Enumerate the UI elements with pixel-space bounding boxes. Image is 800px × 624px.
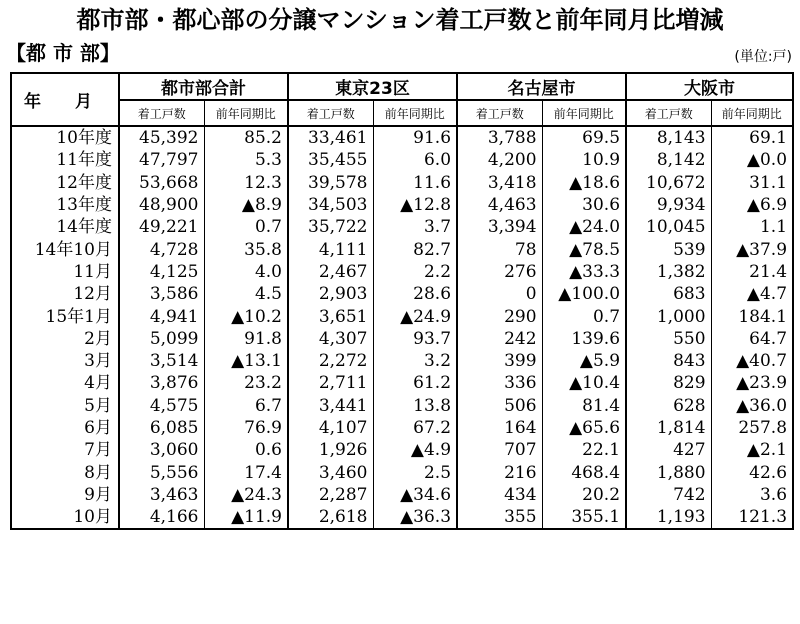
total-starts-cell: 48,900 (119, 194, 204, 216)
table-row (11, 238, 793, 260)
nagoya-starts-cell: 4,463 (457, 194, 542, 216)
total-starts-cell: 4,728 (119, 238, 204, 260)
nagoya-starts-cell: 506 (457, 395, 542, 417)
tokyo-yoy-cell: 67.2 (373, 417, 457, 439)
table-row (11, 506, 793, 529)
tokyo-yoy-cell: 13.8 (373, 395, 457, 417)
table-row (11, 305, 793, 327)
osaka-yoy-cell: ▲6.9 (711, 194, 793, 216)
nagoya-yoy-cell: 30.6 (542, 194, 626, 216)
osaka-starts-cell: 10,045 (626, 216, 711, 238)
row-label: 2月 (11, 328, 119, 350)
tokyo-yoy-cell: 11.6 (373, 172, 457, 194)
tokyo-starts-cell: 39,578 (288, 172, 373, 194)
nagoya-yoy-cell: 0.7 (542, 305, 626, 327)
row-label: 10月 (11, 506, 119, 529)
tokyo-yoy-cell: 61.2 (373, 372, 457, 394)
nagoya-yoy-cell: 69.5 (542, 126, 626, 149)
osaka-yoy-cell: 121.3 (711, 506, 793, 529)
section-label: 【都 市 部】 (6, 41, 120, 65)
sub-header-yoy: 前年同期比 (204, 100, 288, 126)
nagoya-yoy-cell: ▲10.4 (542, 372, 626, 394)
osaka-starts-cell: 9,934 (626, 194, 711, 216)
total-yoy-cell: 4.0 (204, 261, 288, 283)
total-starts-cell: 3,876 (119, 372, 204, 394)
total-starts-cell: 49,221 (119, 216, 204, 238)
tokyo-starts-cell: 35,722 (288, 216, 373, 238)
table-row (11, 372, 793, 394)
total-yoy-cell: 91.8 (204, 328, 288, 350)
osaka-starts-cell: 1,193 (626, 506, 711, 529)
nagoya-starts-cell: 3,394 (457, 216, 542, 238)
tokyo-yoy-cell: 82.7 (373, 238, 457, 260)
nagoya-yoy-cell: 468.4 (542, 461, 626, 483)
table-row (11, 126, 793, 149)
table-row (11, 417, 793, 439)
table-row (11, 194, 793, 216)
table-body (11, 126, 793, 529)
nagoya-yoy-cell: 355.1 (542, 506, 626, 529)
total-yoy-cell: 35.8 (204, 238, 288, 260)
row-label: 12月 (11, 283, 119, 305)
sub-header-yoy: 前年同期比 (373, 100, 457, 126)
row-label: 15年1月 (11, 305, 119, 327)
group-header-tokyo: 東京23区 (288, 73, 457, 100)
sub-header-yoy: 前年同期比 (711, 100, 793, 126)
total-yoy-cell: ▲24.3 (204, 484, 288, 506)
row-label: 4月 (11, 372, 119, 394)
osaka-yoy-cell: ▲23.9 (711, 372, 793, 394)
nagoya-yoy-cell: ▲18.6 (542, 172, 626, 194)
table-row (11, 484, 793, 506)
total-yoy-cell: ▲13.1 (204, 350, 288, 372)
osaka-starts-cell: 1,382 (626, 261, 711, 283)
nagoya-yoy-cell: 81.4 (542, 395, 626, 417)
total-yoy-cell: 17.4 (204, 461, 288, 483)
osaka-yoy-cell: ▲37.9 (711, 238, 793, 260)
row-label: 9月 (11, 484, 119, 506)
tokyo-starts-cell: 35,455 (288, 149, 373, 171)
tokyo-starts-cell: 2,287 (288, 484, 373, 506)
osaka-starts-cell: 1,880 (626, 461, 711, 483)
tokyo-yoy-cell: 3.2 (373, 350, 457, 372)
row-label: 14年度 (11, 216, 119, 238)
row-label: 3月 (11, 350, 119, 372)
osaka-yoy-cell: ▲36.0 (711, 395, 793, 417)
tokyo-yoy-cell: ▲36.3 (373, 506, 457, 529)
osaka-yoy-cell: 31.1 (711, 172, 793, 194)
tokyo-starts-cell: 2,618 (288, 506, 373, 529)
nagoya-starts-cell: 164 (457, 417, 542, 439)
sub-header-yoy: 前年同期比 (542, 100, 626, 126)
nagoya-yoy-cell: ▲24.0 (542, 216, 626, 238)
tokyo-yoy-cell: 3.7 (373, 216, 457, 238)
osaka-starts-cell: 683 (626, 283, 711, 305)
tokyo-yoy-cell: 2.5 (373, 461, 457, 483)
total-starts-cell: 53,668 (119, 172, 204, 194)
total-starts-cell: 3,586 (119, 283, 204, 305)
total-yoy-cell: ▲10.2 (204, 305, 288, 327)
tokyo-starts-cell: 33,461 (288, 126, 373, 149)
nagoya-yoy-cell: 139.6 (542, 328, 626, 350)
total-starts-cell: 6,085 (119, 417, 204, 439)
tokyo-starts-cell: 4,307 (288, 328, 373, 350)
tokyo-yoy-cell: 6.0 (373, 149, 457, 171)
tokyo-yoy-cell: ▲24.9 (373, 305, 457, 327)
nagoya-yoy-cell: 22.1 (542, 439, 626, 461)
total-starts-cell: 5,556 (119, 461, 204, 483)
tokyo-yoy-cell: 91.6 (373, 126, 457, 149)
table-row (11, 149, 793, 171)
tokyo-starts-cell: 2,272 (288, 350, 373, 372)
total-yoy-cell: 6.7 (204, 395, 288, 417)
tokyo-yoy-cell: ▲4.9 (373, 439, 457, 461)
total-starts-cell: 3,463 (119, 484, 204, 506)
table-row (11, 261, 793, 283)
nagoya-yoy-cell: ▲5.9 (542, 350, 626, 372)
osaka-starts-cell: 550 (626, 328, 711, 350)
osaka-yoy-cell: 184.1 (711, 305, 793, 327)
nagoya-starts-cell: 399 (457, 350, 542, 372)
sub-header-starts: 着工戸数 (119, 100, 204, 126)
total-yoy-cell: 5.3 (204, 149, 288, 171)
total-starts-cell: 4,125 (119, 261, 204, 283)
row-label: 8月 (11, 461, 119, 483)
row-label: 5月 (11, 395, 119, 417)
tokyo-starts-cell: 34,503 (288, 194, 373, 216)
tokyo-starts-cell: 3,651 (288, 305, 373, 327)
tokyo-yoy-cell: 93.7 (373, 328, 457, 350)
tokyo-starts-cell: 3,441 (288, 395, 373, 417)
total-yoy-cell: 76.9 (204, 417, 288, 439)
osaka-yoy-cell: ▲2.1 (711, 439, 793, 461)
row-label: 7月 (11, 439, 119, 461)
nagoya-starts-cell: 0 (457, 283, 542, 305)
total-yoy-cell: ▲11.9 (204, 506, 288, 529)
row-label: 14年10月 (11, 238, 119, 260)
row-header: 年 月 (11, 73, 119, 126)
total-starts-cell: 3,060 (119, 439, 204, 461)
table-row (11, 439, 793, 461)
tokyo-starts-cell: 3,460 (288, 461, 373, 483)
total-yoy-cell: 23.2 (204, 372, 288, 394)
group-header-total: 都市部合計 (119, 73, 288, 100)
osaka-starts-cell: 8,142 (626, 149, 711, 171)
osaka-starts-cell: 628 (626, 395, 711, 417)
housing-starts-table (10, 72, 794, 530)
table-row (11, 395, 793, 417)
total-starts-cell: 4,166 (119, 506, 204, 529)
nagoya-starts-cell: 242 (457, 328, 542, 350)
nagoya-yoy-cell: ▲100.0 (542, 283, 626, 305)
osaka-yoy-cell: 21.4 (711, 261, 793, 283)
osaka-starts-cell: 10,672 (626, 172, 711, 194)
unit-label: (単位:戸) (734, 49, 792, 65)
table-row (11, 216, 793, 238)
nagoya-starts-cell: 276 (457, 261, 542, 283)
tokyo-starts-cell: 2,903 (288, 283, 373, 305)
total-yoy-cell: 85.2 (204, 126, 288, 149)
nagoya-starts-cell: 355 (457, 506, 542, 529)
row-label: 13年度 (11, 194, 119, 216)
total-yoy-cell: 0.6 (204, 439, 288, 461)
table-row (11, 461, 793, 483)
nagoya-yoy-cell: ▲65.6 (542, 417, 626, 439)
group-header-nagoya: 名古屋市 (457, 73, 626, 100)
osaka-yoy-cell: 42.6 (711, 461, 793, 483)
nagoya-starts-cell: 216 (457, 461, 542, 483)
total-yoy-cell: 12.3 (204, 172, 288, 194)
table-row (11, 283, 793, 305)
nagoya-starts-cell: 78 (457, 238, 542, 260)
row-label: 11年度 (11, 149, 119, 171)
osaka-yoy-cell: 69.1 (711, 126, 793, 149)
nagoya-starts-cell: 3,788 (457, 126, 542, 149)
total-yoy-cell: 4.5 (204, 283, 288, 305)
total-yoy-cell: ▲8.9 (204, 194, 288, 216)
table-row (11, 328, 793, 350)
group-header-osaka: 大阪市 (626, 73, 793, 100)
osaka-starts-cell: 8,143 (626, 126, 711, 149)
tokyo-starts-cell: 2,711 (288, 372, 373, 394)
osaka-yoy-cell: 64.7 (711, 328, 793, 350)
tokyo-yoy-cell: ▲12.8 (373, 194, 457, 216)
osaka-starts-cell: 843 (626, 350, 711, 372)
sub-header-starts: 着工戸数 (626, 100, 711, 126)
tokyo-yoy-cell: ▲34.6 (373, 484, 457, 506)
tokyo-yoy-cell: 28.6 (373, 283, 457, 305)
nagoya-starts-cell: 707 (457, 439, 542, 461)
osaka-starts-cell: 427 (626, 439, 711, 461)
osaka-starts-cell: 539 (626, 238, 711, 260)
osaka-yoy-cell: ▲0.0 (711, 149, 793, 171)
nagoya-yoy-cell: ▲33.3 (542, 261, 626, 283)
nagoya-starts-cell: 434 (457, 484, 542, 506)
nagoya-yoy-cell: 20.2 (542, 484, 626, 506)
nagoya-starts-cell: 4,200 (457, 149, 542, 171)
row-label: 12年度 (11, 172, 119, 194)
nagoya-starts-cell: 336 (457, 372, 542, 394)
total-starts-cell: 4,575 (119, 395, 204, 417)
page-title: 都市部・都心部の分譲マンション着工戸数と前年同月比増減 (76, 6, 724, 34)
nagoya-yoy-cell: 10.9 (542, 149, 626, 171)
row-label: 11月 (11, 261, 119, 283)
osaka-yoy-cell: 3.6 (711, 484, 793, 506)
osaka-yoy-cell: 257.8 (711, 417, 793, 439)
tokyo-starts-cell: 1,926 (288, 439, 373, 461)
sub-header-starts: 着工戸数 (457, 100, 542, 126)
nagoya-yoy-cell: ▲78.5 (542, 238, 626, 260)
nagoya-starts-cell: 290 (457, 305, 542, 327)
row-label: 6月 (11, 417, 119, 439)
tokyo-starts-cell: 4,107 (288, 417, 373, 439)
total-yoy-cell: 0.7 (204, 216, 288, 238)
osaka-starts-cell: 829 (626, 372, 711, 394)
osaka-starts-cell: 1,000 (626, 305, 711, 327)
total-starts-cell: 4,941 (119, 305, 204, 327)
total-starts-cell: 47,797 (119, 149, 204, 171)
osaka-starts-cell: 1,814 (626, 417, 711, 439)
row-label: 10年度 (11, 126, 119, 149)
osaka-starts-cell: 742 (626, 484, 711, 506)
osaka-yoy-cell: 1.1 (711, 216, 793, 238)
total-starts-cell: 45,392 (119, 126, 204, 149)
total-starts-cell: 5,099 (119, 328, 204, 350)
osaka-yoy-cell: ▲4.7 (711, 283, 793, 305)
nagoya-starts-cell: 3,418 (457, 172, 542, 194)
tokyo-yoy-cell: 2.2 (373, 261, 457, 283)
table-row (11, 172, 793, 194)
total-starts-cell: 3,514 (119, 350, 204, 372)
tokyo-starts-cell: 4,111 (288, 238, 373, 260)
osaka-yoy-cell: ▲40.7 (711, 350, 793, 372)
table-row (11, 350, 793, 372)
sub-header-starts: 着工戸数 (288, 100, 373, 126)
tokyo-starts-cell: 2,467 (288, 261, 373, 283)
